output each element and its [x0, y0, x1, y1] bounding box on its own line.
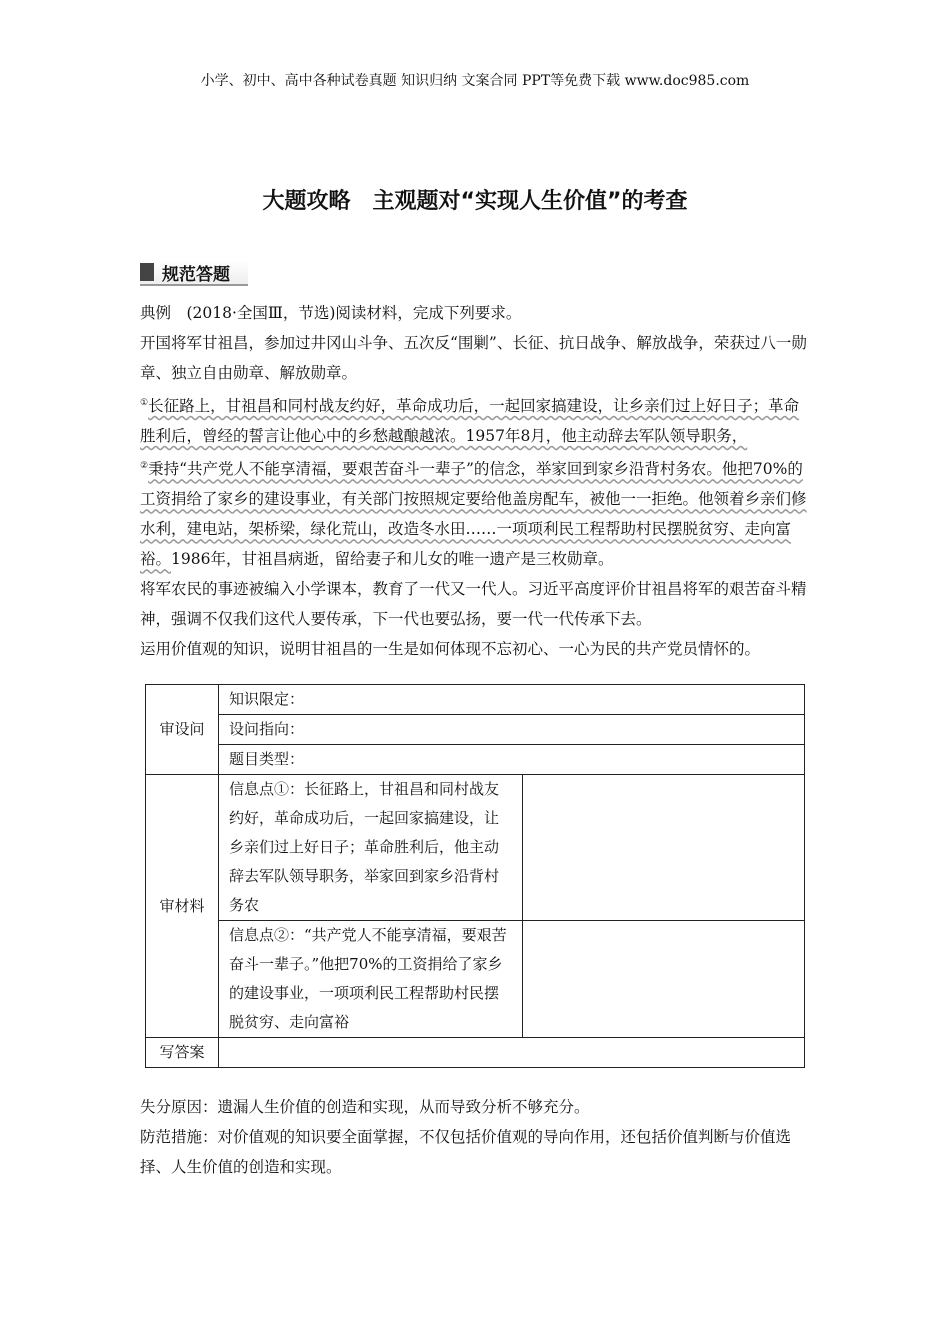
paragraph-1: 开国将军甘祖昌，参加过井冈山斗争、五次反“围剿”、长征、抗日战争、解放战争，荣获过八一勋章、独立自由勋章、解放勋章。: [140, 334, 807, 382]
paragraph-2-text: 长征路上，甘祖昌和同村战友约好，革命成功后，一起回家搞建设，让乡亲们过上好日子；革命胜利后，曾经的誓言让他心中的乡愁越酿越浓。1957年8月，他主动辞去军队领导职务，: [140, 397, 800, 446]
paragraph-3-underlined: 秉持“共产党人不能享清福，要艰苦奋斗一辈子”的信念，举家回到家乡沿背村务农。他把70%的工资捐给了家乡的建设事业，有关部门按照规定要给他盖房配车，被他一一拒绝。他领着乡亲们修水利，建电站，架桥梁，绿化荒山，改造冬水田……一项项利民工程帮助村民摆脱贫穷、走向富裕。: [140, 460, 807, 569]
cell-xie-da-an: 写答案: [146, 1038, 219, 1068]
section-marker-icon: [140, 263, 154, 281]
cell-answer[interactable]: [219, 1038, 805, 1068]
cell-info-1: 信息点①：长征路上，甘祖昌和同村战友约好，革命成功后，一起回家搞建设，让乡亲们过上好日子；革命胜利后，他主动辞去军队领导职务，举家回到家乡沿背村务农: [219, 775, 523, 921]
cell-shewen: 设问指向：: [219, 715, 805, 745]
question: 运用价值观的知识，说明甘祖昌的一生是如何体现不忘初心、一心为民的共产党员情怀的。: [140, 640, 761, 659]
loss-reason: 失分原因：遗漏人生价值的创造和实现，从而导致分析不够充分。: [140, 1098, 590, 1116]
footer-notes: [140, 1092, 812, 1182]
paragraph-3-rest: 1986年，甘祖昌病逝，留给妻子和儿女的唯一遗产是三枚勋章。: [171, 550, 614, 569]
cell-shen-she-wen: 审设问: [146, 685, 219, 775]
cell-leixing: 题目类型：: [219, 745, 805, 775]
cell-info-1-answer[interactable]: [523, 775, 805, 921]
paragraph-3: [140, 451, 812, 574]
page-title: 大题攻略 主观题对“实现人生价值”的考查: [262, 189, 688, 214]
cell-info-2: 信息点②：“共产党人不能享清福，要艰苦奋斗一辈子。”他把70%的工资捐给了家乡的建设事业，一项项利民工程帮助村民摆脱贫穷、走向富裕: [219, 921, 523, 1038]
section-title: 规范答题: [162, 265, 230, 285]
prevention-measure: 防范措施：对价值观的知识要全面掌握，不仅包括价值观的导向作用，还包括价值判断与价值选择、人生价值的创造和实现。: [140, 1128, 792, 1176]
paragraph-2: [140, 388, 812, 451]
cell-info-2-answer[interactable]: [523, 921, 805, 1038]
cell-shen-cai-liao: 审材料: [146, 775, 219, 1038]
page-header: 小学、初中、高中各种试卷真题 知识归纳 文案合同 PPT等免费下载 www.doc985.com: [200, 73, 750, 89]
cell-zhishi: 知识限定：: [219, 685, 805, 715]
intro: 典例 (2018·全国Ⅲ，节选)阅读材料，完成下列要求。: [140, 304, 522, 322]
section-heading: [140, 260, 248, 286]
paragraph-4: 将军农民的事迹被编入小学课本，教育了一代又一代人。习近平高度评价甘祖昌将军的艰苦奋斗精神，强调不仅我们这代人要传承，下一代也要弘扬，要一代一代传承下去。: [140, 580, 807, 629]
analysis-table: [145, 684, 805, 1068]
marker-1: ①: [140, 398, 149, 408]
marker-2: ②: [140, 461, 149, 472]
material-text: [140, 298, 812, 664]
